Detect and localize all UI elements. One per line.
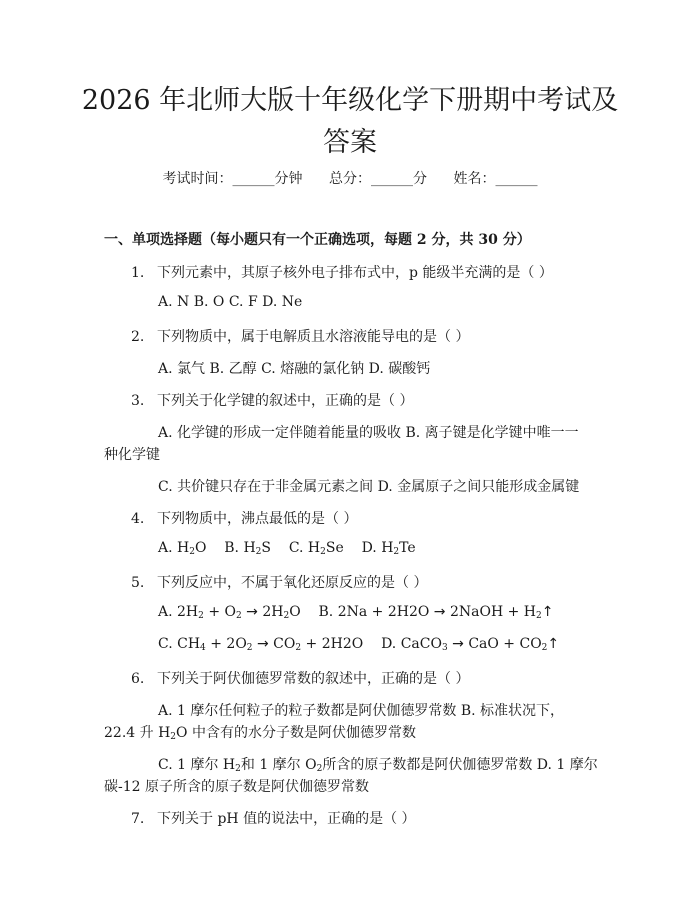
question-number: 6. [131,671,145,687]
question-number: 3. [131,393,145,409]
question-3 [131,390,413,410]
question-number: 2. [131,329,145,345]
question-3-options-ab-wrap: 种化学键 [104,447,160,463]
question-5-options-cd [158,636,559,652]
question-2-options: A. 氯气 B. 乙醇 C. 熔融的氯化钠 D. 碳酸钙 [158,361,431,377]
question-3-options-ab: A. 化学键的形成一定伴随着能量的吸收 B. 离子键是化学键中唯一一 [158,425,579,441]
question-text: 下列物质中，属于电解质且水溶液能导电的是（ ） [157,329,470,345]
question-6-options-ab: A. 1 摩尔任何粒子的粒子数都是阿伏伽德罗常数 B. 标准状况下， [158,703,565,719]
exam-time-field: 考试时间：______分钟 [162,171,303,187]
up-arrow-icon: ↑ [547,636,560,652]
question-6-options-ab-wrap: 22.4 升 $H_2O$ 中含有的水分子数是阿伏伽德罗常数 [104,725,416,742]
arrow-icon: → [256,636,269,652]
question-7 [131,808,416,828]
option-c: C. $H_2Se$ [288,540,344,557]
question-text: 下列反应中，不属于氧化还原反应的是（ ） [157,575,428,591]
question-text: 下列元素中，其原子核外电子排布式中，p 能级半充满的是（ ） [157,265,553,281]
total-score-field: 总分：______分 [329,171,427,187]
question-text: 下列关于化学键的叙述中，正确的是（ ） [157,393,414,409]
question-number: 1. [131,265,145,281]
question-number: 7. [131,811,145,827]
question-number: 5. [131,575,145,591]
question-3-options-cd: C. 共价键只存在于非金属元素之间 D. 金属原子之间只能形成金属键 [158,479,580,495]
question-6-options-cd: C. 1 摩尔 $H_2$和 1 摩尔 $O_2$所含的原子数都是阿伏伽德罗常数 D. 1 摩尔 [158,757,598,774]
question-text: 下列关于阿伏伽德罗常数的叙述中，正确的是（ ） [157,671,470,687]
option-c: C. $CH_4 + 2O_2 \to CO_2 + 2H2O$ [158,636,364,653]
option-d: D. CaCO$_3$ → CaO + $CO_2↑$ [381,636,560,653]
question-5-options-ab [158,604,553,620]
title-line-1: 2026 年北师大版十年级化学下册期中考试及 [81,85,619,116]
arrow-icon: → [246,604,258,620]
up-arrow-icon: ↑ [541,604,554,620]
arrow-icon: → [433,604,446,620]
question-text: 下列物质中，沸点最低的是（ ） [157,511,358,527]
exam-info [0,168,700,188]
section-heading: 一、单项选择题（每小题只有一个正确选项，每题 2 分，共 30 分） [104,232,531,248]
question-text: 下列关于 pH 值的说法中，正确的是（ ） [157,811,416,827]
question-number: 4. [131,511,145,527]
question-6 [131,668,469,688]
question-2 [131,326,469,346]
question-4-options [158,540,416,556]
option-a: A. $H_2O$ [158,540,207,557]
arrow-icon: → [452,636,464,652]
option-b: B. $H_2S$ [224,540,271,557]
name-field: 姓名：______ [453,171,538,187]
question-5 [131,572,427,592]
question-1 [131,262,553,282]
option-b: B. 2Na + 2H2O → 2NaOH + $H_2↑$ [318,604,554,621]
question-6-options-cd-wrap: 碳-12 原子所含的原子数是阿伏伽德罗常数 [104,779,369,795]
option-d: D. $H_2Te$ [361,540,416,557]
option-a: A. $2H_2 + O_2 \to 2H_2O$ [158,604,301,621]
title-line-2: 答案 [323,127,377,158]
page-title [60,80,640,164]
question-1-options: A. N B. O C. F D. Ne [158,294,303,310]
question-4 [131,508,357,528]
